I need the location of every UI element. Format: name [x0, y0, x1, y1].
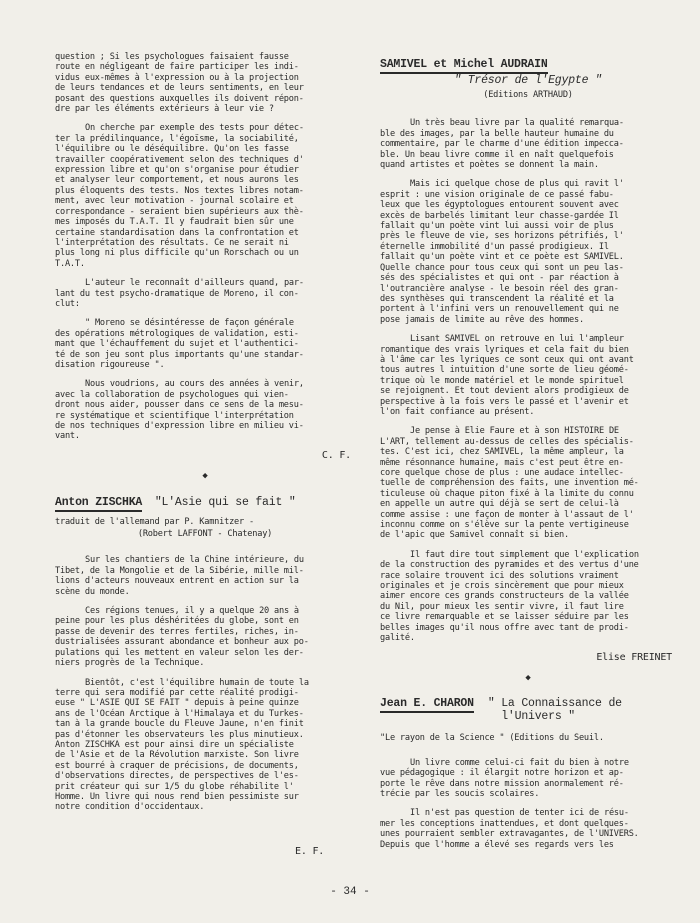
asia-paragraph-2: Ces régions tenues, il y a quelque 20 ans à peine pour les plus déshéritées du globe, sont en passe de devenir des terres fertiles, riches, in- dustrialisées assurant abondance et bonheur aux po- pulations qui les mettent en valeur selon les der- niers progrès de la Technique.: [55, 606, 309, 669]
asia-paragraph-1: Sur les chantiers de la Chine intérieure, du Tibet, de la Mongolie et de la Sibérie, mille mil- lions d'acteurs nouveaux entrent en action sur la scène du monde.: [55, 555, 304, 597]
review-author: Jean E. CHARON: [380, 697, 474, 713]
universe-paragraph-2: Il n'est pas question de tenter ici de résu- mer les conceptions inattendues, et dont quelques- unes pourraient sembler extravagantes, de l'UNIVERS. Depuis que l'homme a élevé ses regards vers les: [380, 808, 639, 850]
review-publisher: "Le rayon de la Science " (Editions du Seuil.: [380, 733, 604, 744]
review-author: SAMIVEL et Michel AUDRAIN: [380, 58, 548, 74]
egypt-paragraph-1: Un très beau livre par la qualité remarqua- ble des images, par la belle hauteur humaine du commentaire, par le charme d'une édition impecca- ble. Un beau livre comme il en naît quelquefois quand artistes et poètes se donnent la main.: [380, 118, 624, 171]
signature-elise-freinet: Elise FREINET: [596, 651, 672, 663]
page-number: - 34 -: [330, 886, 370, 898]
review-heading-charon: [380, 697, 676, 723]
review-title: " Trésor de l'Egypte ": [454, 74, 602, 87]
review-translator: traduit de l'allemand par P. Kamnitzer -: [55, 516, 254, 527]
intro-paragraph: question ; Si les psychologues faisaient fausse route en négligeant de faire participer les indi- vidus eux-mêmes à l'expression ou à la projection de leurs tendances et de leurs sentiments, en leur posant des questions auxquelles ils doivent répon- dre par les éléments extérieurs à leur vie ?: [55, 52, 304, 115]
review-title: "L'Asie qui se fait ": [154, 495, 296, 509]
review-publisher: (Robert LAFFONT - Chatenay): [137, 529, 273, 540]
review-heading-zischka: [55, 496, 355, 509]
left-column: [55, 52, 355, 867]
egypt-paragraph-4: Je pense à Elie Faure et à son HISTOIRE DE L'ART, tellement au-dessus de celles des spécialis- tes. C'est ici, chez SAMIVEL, la même ampleur, la même résonnance humaine, mais c'est peut être en- core quelque chose de plus : une audace intellec- tuelle de compréhension des faits, une invention mé- ticuleuse où chaque piton fixé à la limite du connu en appelle un autre qui déjà se sert de celui-là comme assise : une façon de monter à l'assaut de l' inconnu comme on s'élève sur la pente vertigineuse de l'apic que Samivel connaît si bien.: [380, 426, 639, 541]
signature-ef: E. F.: [295, 845, 325, 857]
egypt-paragraph-3: Lisant SAMIVEL on retrouve en lui l'ampleur romantique des vrais lyriques et cela fait du bien à l'âme car les lyriques ce sont ceux qui ont avant tous autres l intuition d'une sorte de lieu géomé- trique où le monde matériel et le monde spirituel se rejoignent. Et tout devient alors prodigieux de perspective à la fois vers le passé et l'avenir et l'on fait confiance au présent.: [380, 334, 634, 417]
asia-paragraph-3: Bientôt, c'est l'équilibre humain de toute la terre qui sera modifié par cette réalité prodigi- euse " L'ASIE QUI SE FAIT " depuis à peine quinze ans de l'Océan Arctique à l'Himalaya et du Turkes- tan à la grande boucle du Fleuve Jaune, n'en finit pas d'étonner les observateurs les plus minutieux. Anton ZISCHKA est pour ainsi dire un spécialiste de l'Asie et de la Révolution marxiste. Son livre est bourré à craquer de précisions, de documents, d'observations directes, de perspectives de l'es- prit créateur qui sur 1/5 du globe réhabilite l' Homme. Un livre qui nous rend bien pessimiste sur notre condition d'occidentaux.: [55, 677, 309, 813]
universe-paragraph-1: Un livre comme celui-ci fait du bien à notre vue pédagogique : il élargit notre horizon et ap- porte le rêve dans notre mission anormalement ré- trécie par les soucis scolaires.: [380, 757, 629, 799]
review-publisher: (Editions ARTHAUD): [483, 90, 573, 100]
separator-diamond: ◆: [525, 672, 531, 683]
tests-paragraph: On cherche par exemple des tests pour détec- ter la prédilinquance, l'égoïsme, la sociabilité, l'équilibre ou le déséquilibre. Qu'on les fasse travailler coopérativement selon des techniques d' expression libre et qu'on s'organise pour étudier et analyser leur comportement, et nous aurons les plus éloquents des tests. Nos textes libres notam- ment, avec leur motivation - journal scolaire et correspondance - seraient bien supérieurs aux thè- mes imposés du T.A.T. Il y faudrait bien sûr une certaine standardisation dans la confrontation et l'interprétation des résultats. Ce ne serait ni plus long ni plus difficile qu'un Rorschach ou un T.A.T.: [55, 123, 304, 269]
right-column: [380, 58, 676, 859]
review-author: Anton ZISCHKA: [55, 496, 142, 512]
review-heading-samivel: [380, 58, 676, 71]
egypt-paragraph-5: Il faut dire tout simplement que l'explication de la construction des pyramides et des vertus d'une race solaire trouvent ici des solutions vraiment originales et je crois sincèrement que pour mieux aimer encore ces grands constructeurs de la vallée du Nil, pour mieux les sentir vivre, il faut lire ce livre remarquable et se laisser séduire par les belles images qu'il nous offre avec tant de prodi- galité.: [380, 549, 639, 644]
author-paragraph: L'auteur le reconnaît d'ailleurs quand, par- lant du test psycho-dramatique de Moreno, il con- clut:: [55, 278, 304, 309]
egypt-paragraph-2: Mais ici quelque chose de plus qui ravit l' esprit : une vision originale de ce passé fabu- leux que les égyptologues entourent souvent avec excès de barbelés limitant leur chasse-gardée Il fallait qu'un poète vint lui aussi voir de plus près le fleuve de vie, ses horizons pétrifiés, l' éternelle immobilité d'un passé prodigieux. Il fallait qu'un poète vint et ce poète est SAMIVEL. Quelle chance pour tous ceux qui sont un peu las- sés des spécialistes et qui ont - par réaction à l'outrancière analyse - le besoin réel des gran- des synthèses qui transcendent la réalité et la portent à l'infini vers un renouvellement qui ne pose jamais de limite au rêve des hommes.: [380, 179, 624, 325]
signature-cf: C. F.: [321, 449, 351, 461]
moreno-quote: " Moreno se désintéresse de façon générale des opérations métrologiques de validation, esti- mant que l'échauffement du sujet et l'authentici- té de son jeu sont plus importants qu'une standar- disation rigoureuse ".: [55, 318, 304, 370]
separator-diamond: ◆: [202, 471, 208, 482]
future-paragraph: Nous voudrions, au cours des années à venir, avec la collaboration de psychologues qui vien- dront nous aider, pousser dans ce sens de la mesu- re systématique et scientifique l'interprétation de nos techniques d'expression libre en milieu vi- vant.: [55, 379, 304, 442]
review-title: " La Connaissance de l'Univers ": [487, 697, 622, 724]
